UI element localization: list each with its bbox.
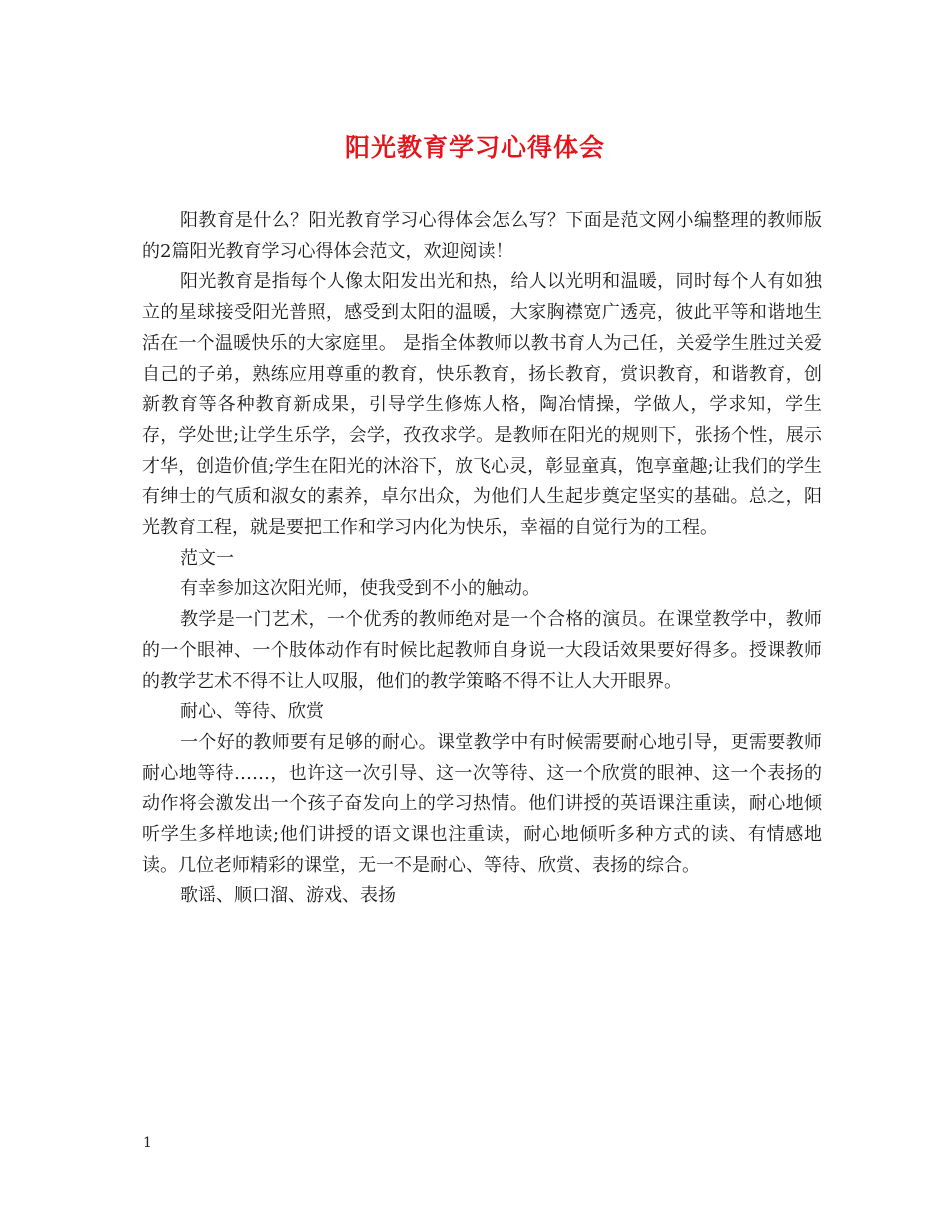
document-body: [142, 206, 822, 912]
paragraph-patience: 一个好的教师要有足够的耐心。课堂教学中有时候需要耐心地引导，更需要教师耐心地等待……，也许这一次引导、这一次等待、这一个欣赏的眼神、这一个表扬的动作将会激发出一个孩子奋发向上的学习热情。他们讲授的英语课注重读，耐心地倾听学生多样地读;他们讲授的语文课也注重读，耐心地倾听多种方式的读、有情感地读。几位老师精彩的课堂，无一不是耐心、等待、欣赏、表扬的综合。: [142, 731, 822, 876]
subheading-patience: 耐心、等待、欣赏: [180, 701, 324, 723]
section-heading-sample-one: 范文一: [180, 547, 234, 569]
document-title: 阳光教育学习心得体会: [344, 133, 605, 162]
paragraph-experience: 有幸参加这次阳光师，使我受到不小的触动。: [180, 578, 540, 600]
subheading-rhymes: 歌谣、顺口溜、游戏、表扬: [180, 885, 396, 907]
page-number: 1: [143, 1135, 152, 1151]
paragraph-teaching-art: 教学是一门艺术，一个优秀的教师绝对是一个合格的演员。在课堂教学中，教师的一个眼神、一个肢体动作有时候比起教师自身说一大段话效果要好得多。授课教师的教学艺术不得不让人叹服，他们的教学策略不得不让人大开眼界。: [142, 609, 822, 692]
paragraph-intro: 阳教育是什么？阳光教育学习心得体会怎么写？下面是范文网小编整理的教师版的2篇阳光教育学习心得体会范文，欢迎阅读！: [142, 210, 822, 262]
paragraph-definition: 阳光教育是指每个人像太阳发出光和热，给人以光明和温暖，同时每个人有如独立的星球接受阳光普照，感受到太阳的温暖，大家胸襟宽广透亮，彼此平等和谐地生活在一个温暖快乐的大家庭里。 是指全体教师以教书育人为己任，关爱学生胜过关爱自己的子弟，熟练应用尊重的教育，快乐教育，扬长教育，赏识教育，和谐教育，创新教育等各种教育新成果，引导学生修炼人格，陶冶情操，学做人，学求知，学生存，学处世;让学生乐学，会学，孜孜求学。是教师在阳光的规则下，张扬个性，展示才华，创造价值;学生在阳光的沐浴下，放飞心灵，彰显童真，饱享童趣;让我们的学生有绅士的气质和淑女的素养，卓尔出众，为他们人生起步奠定坚实的基础。总之，阳光教育工程，就是要把工作和学习内化为快乐，幸福的自觉行为的工程。: [142, 271, 822, 539]
